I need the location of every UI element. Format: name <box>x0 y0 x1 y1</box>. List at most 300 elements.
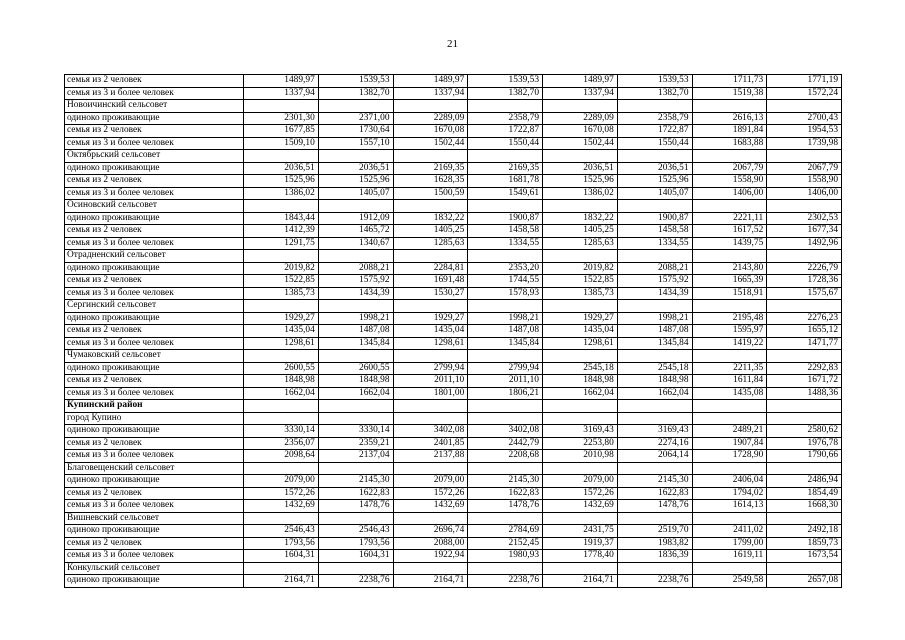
empty-cell <box>617 512 692 525</box>
section-heading: Новоичинский сельсовет <box>65 100 244 113</box>
section-row <box>65 200 842 213</box>
value-cell: 1298,61 <box>393 337 468 350</box>
value-cell: 1489,97 <box>543 75 618 88</box>
value-cell: 2545,18 <box>617 362 692 375</box>
value-cell: 3402,08 <box>468 425 543 438</box>
value-cell: 1793,56 <box>318 537 393 550</box>
value-cell: 1558,90 <box>767 175 842 188</box>
table-row <box>65 225 842 238</box>
row-label: семья из 2 человек <box>65 125 244 138</box>
row-label: семья из 3 и более человек <box>65 450 244 463</box>
empty-cell <box>244 562 319 575</box>
value-cell: 1730,64 <box>318 125 393 138</box>
value-cell: 2164,71 <box>393 575 468 588</box>
value-cell: 2221,11 <box>692 212 767 225</box>
value-cell: 1385,73 <box>244 287 319 300</box>
table-row <box>65 175 842 188</box>
value-cell: 1345,84 <box>617 337 692 350</box>
table-row <box>65 325 842 338</box>
value-cell: 2145,30 <box>318 475 393 488</box>
row-label: одиноко проживающие <box>65 575 244 588</box>
value-cell: 2274,16 <box>617 437 692 450</box>
value-cell: 1677,85 <box>244 125 319 138</box>
value-cell: 2137,04 <box>318 450 393 463</box>
row-label: семья из 2 человек <box>65 437 244 450</box>
value-cell: 1572,26 <box>393 487 468 500</box>
row-label: одиноко проживающие <box>65 362 244 375</box>
value-cell: 1432,69 <box>393 500 468 513</box>
value-cell: 2302,53 <box>767 212 842 225</box>
value-cell: 2064,14 <box>617 450 692 463</box>
value-cell: 1595,97 <box>692 325 767 338</box>
value-cell: 2088,21 <box>617 262 692 275</box>
value-cell: 2700,43 <box>767 112 842 125</box>
value-cell: 1843,44 <box>244 212 319 225</box>
value-cell: 1799,00 <box>692 537 767 550</box>
value-cell: 1489,97 <box>393 75 468 88</box>
value-cell: 2152,45 <box>468 537 543 550</box>
empty-cell <box>543 412 618 425</box>
value-cell: 1435,04 <box>543 325 618 338</box>
value-cell: 1382,70 <box>318 87 393 100</box>
table-row <box>65 437 842 450</box>
value-cell: 1859,73 <box>767 537 842 550</box>
value-cell: 1405,25 <box>543 225 618 238</box>
empty-cell <box>393 150 468 163</box>
value-cell: 1854,49 <box>767 487 842 500</box>
value-cell: 1617,52 <box>692 225 767 238</box>
value-cell: 1412,39 <box>244 225 319 238</box>
empty-cell <box>617 250 692 263</box>
value-cell: 2546,43 <box>244 525 319 538</box>
empty-cell <box>468 250 543 263</box>
value-cell: 2164,71 <box>244 575 319 588</box>
empty-cell <box>468 562 543 575</box>
table-row <box>65 125 842 138</box>
table-row <box>65 425 842 438</box>
value-cell: 1458,58 <box>617 225 692 238</box>
row-label: семья из 2 человек <box>65 225 244 238</box>
empty-cell <box>617 300 692 313</box>
value-cell: 1487,08 <box>617 325 692 338</box>
value-cell: 1662,04 <box>617 387 692 400</box>
row-label: семья из 3 и более человек <box>65 337 244 350</box>
value-cell: 1382,70 <box>468 87 543 100</box>
value-cell: 1575,92 <box>318 275 393 288</box>
value-cell: 1662,04 <box>318 387 393 400</box>
value-cell: 2600,55 <box>318 362 393 375</box>
value-cell: 2359,21 <box>318 437 393 450</box>
empty-cell <box>767 100 842 113</box>
empty-cell <box>318 400 393 413</box>
row-label: одиноко проживающие <box>65 525 244 538</box>
value-cell: 1998,21 <box>617 312 692 325</box>
section-row <box>65 350 842 363</box>
value-cell: 3402,08 <box>393 425 468 438</box>
row-label: одиноко проживающие <box>65 425 244 438</box>
value-cell: 1509,10 <box>244 137 319 150</box>
empty-cell <box>617 350 692 363</box>
empty-cell <box>692 400 767 413</box>
value-cell: 2371,00 <box>318 112 393 125</box>
row-label: одиноко проживающие <box>65 112 244 125</box>
empty-cell <box>318 562 393 575</box>
value-cell: 2401,85 <box>393 437 468 450</box>
empty-cell <box>468 400 543 413</box>
empty-cell <box>468 512 543 525</box>
table-row <box>65 75 842 88</box>
value-cell: 1848,98 <box>617 375 692 388</box>
value-cell: 2784,69 <box>468 525 543 538</box>
value-cell: 2238,76 <box>318 575 393 588</box>
value-cell: 1575,67 <box>767 287 842 300</box>
value-cell: 1983,82 <box>617 537 692 550</box>
value-cell: 1578,93 <box>468 287 543 300</box>
value-cell: 2546,43 <box>318 525 393 538</box>
value-cell: 1919,37 <box>543 537 618 550</box>
value-cell: 1790,66 <box>767 450 842 463</box>
value-cell: 1487,08 <box>468 325 543 338</box>
value-cell: 1681,78 <box>468 175 543 188</box>
value-cell: 1519,38 <box>692 87 767 100</box>
value-cell: 2301,30 <box>244 112 319 125</box>
value-cell: 1771,19 <box>767 75 842 88</box>
empty-cell <box>318 350 393 363</box>
value-cell: 1405,07 <box>617 187 692 200</box>
value-cell: 1522,85 <box>543 275 618 288</box>
value-cell: 2079,00 <box>393 475 468 488</box>
value-cell: 2067,79 <box>692 162 767 175</box>
value-cell: 2011,10 <box>393 375 468 388</box>
empty-cell <box>318 412 393 425</box>
value-cell: 2489,21 <box>692 425 767 438</box>
value-cell: 1622,83 <box>617 487 692 500</box>
value-cell: 1691,48 <box>393 275 468 288</box>
empty-cell <box>468 100 543 113</box>
section-heading: Чумаковский сельсовет <box>65 350 244 363</box>
value-cell: 1539,53 <box>617 75 692 88</box>
empty-cell <box>692 412 767 425</box>
empty-cell <box>393 300 468 313</box>
value-cell: 1549,61 <box>468 187 543 200</box>
row-label: семья из 2 человек <box>65 325 244 338</box>
value-cell: 1434,39 <box>617 287 692 300</box>
value-cell: 1340,67 <box>318 237 393 250</box>
value-cell: 1832,22 <box>393 212 468 225</box>
value-cell: 1604,31 <box>318 550 393 563</box>
empty-cell <box>692 462 767 475</box>
empty-cell <box>244 300 319 313</box>
value-cell: 2169,35 <box>393 162 468 175</box>
value-cell: 1557,10 <box>318 137 393 150</box>
row-label: семья из 3 и более человек <box>65 187 244 200</box>
empty-cell <box>318 200 393 213</box>
value-cell: 2616,13 <box>692 112 767 125</box>
empty-cell <box>543 400 618 413</box>
row-label: семья из 3 и более человек <box>65 137 244 150</box>
value-cell: 1285,63 <box>393 237 468 250</box>
section-heading: Отрадненский сельсовет <box>65 250 244 263</box>
value-cell: 1801,00 <box>393 387 468 400</box>
table-row <box>65 137 842 150</box>
value-cell: 1711,73 <box>692 75 767 88</box>
tariff-table <box>64 74 842 588</box>
value-cell: 1929,27 <box>393 312 468 325</box>
value-cell: 2276,23 <box>767 312 842 325</box>
empty-cell <box>617 562 692 575</box>
value-cell: 1794,02 <box>692 487 767 500</box>
value-cell: 1832,22 <box>543 212 618 225</box>
value-cell: 1525,96 <box>543 175 618 188</box>
value-cell: 1722,87 <box>468 125 543 138</box>
table-row <box>65 487 842 500</box>
section-row <box>65 512 842 525</box>
value-cell: 1778,40 <box>543 550 618 563</box>
value-cell: 1435,08 <box>692 387 767 400</box>
empty-cell <box>393 512 468 525</box>
empty-cell <box>767 512 842 525</box>
value-cell: 1432,69 <box>244 500 319 513</box>
value-cell: 2143,80 <box>692 262 767 275</box>
value-cell: 1668,30 <box>767 500 842 513</box>
value-cell: 2358,79 <box>468 112 543 125</box>
value-cell: 1665,39 <box>692 275 767 288</box>
value-cell: 2545,18 <box>543 362 618 375</box>
value-cell: 1611,84 <box>692 375 767 388</box>
value-cell: 1432,69 <box>543 500 618 513</box>
value-cell: 2442,79 <box>468 437 543 450</box>
value-cell: 1419,22 <box>692 337 767 350</box>
table-row <box>65 337 842 350</box>
table-row <box>65 275 842 288</box>
value-cell: 1912,09 <box>318 212 393 225</box>
empty-cell <box>244 350 319 363</box>
value-cell: 2098,64 <box>244 450 319 463</box>
empty-cell <box>767 250 842 263</box>
value-cell: 2353,20 <box>468 262 543 275</box>
value-cell: 1619,11 <box>692 550 767 563</box>
value-cell: 1525,96 <box>318 175 393 188</box>
value-cell: 1929,27 <box>543 312 618 325</box>
value-cell: 2289,09 <box>543 112 618 125</box>
empty-cell <box>692 562 767 575</box>
value-cell: 1337,94 <box>543 87 618 100</box>
value-cell: 1976,78 <box>767 437 842 450</box>
table-row <box>65 537 842 550</box>
value-cell: 1848,98 <box>244 375 319 388</box>
value-cell: 1285,63 <box>543 237 618 250</box>
section-row <box>65 150 842 163</box>
value-cell: 1345,84 <box>468 337 543 350</box>
value-cell: 1478,76 <box>468 500 543 513</box>
table-row <box>65 112 842 125</box>
value-cell: 1386,02 <box>543 187 618 200</box>
value-cell: 2088,21 <box>318 262 393 275</box>
empty-cell <box>318 300 393 313</box>
empty-cell <box>318 250 393 263</box>
value-cell: 1525,96 <box>244 175 319 188</box>
empty-cell <box>318 462 393 475</box>
value-cell: 2036,51 <box>318 162 393 175</box>
value-cell: 1550,44 <box>468 137 543 150</box>
table-row <box>65 375 842 388</box>
value-cell: 1572,26 <box>244 487 319 500</box>
value-cell: 1628,35 <box>393 175 468 188</box>
value-cell: 1614,13 <box>692 500 767 513</box>
value-cell: 1998,21 <box>468 312 543 325</box>
value-cell: 2799,94 <box>468 362 543 375</box>
value-cell: 1298,61 <box>244 337 319 350</box>
section-heading: Благовещенский сельсовет <box>65 462 244 475</box>
value-cell: 1572,26 <box>543 487 618 500</box>
value-cell: 2019,82 <box>543 262 618 275</box>
empty-cell <box>244 512 319 525</box>
section-row <box>65 562 842 575</box>
row-label: семья из 3 и более человек <box>65 87 244 100</box>
value-cell: 2492,18 <box>767 525 842 538</box>
value-cell: 1980,93 <box>468 550 543 563</box>
value-cell: 1405,25 <box>393 225 468 238</box>
value-cell: 1334,55 <box>617 237 692 250</box>
table-row <box>65 525 842 538</box>
value-cell: 1900,87 <box>617 212 692 225</box>
section-heading: Сергинский сельсовет <box>65 300 244 313</box>
empty-cell <box>393 400 468 413</box>
empty-cell <box>543 350 618 363</box>
empty-cell <box>543 100 618 113</box>
row-label: семья из 3 и более человек <box>65 387 244 400</box>
empty-cell <box>468 300 543 313</box>
empty-cell <box>393 200 468 213</box>
table-row <box>65 212 842 225</box>
value-cell: 1337,94 <box>393 87 468 100</box>
value-cell: 1907,84 <box>692 437 767 450</box>
row-label: одиноко проживающие <box>65 212 244 225</box>
page-number: 21 <box>447 38 458 50</box>
value-cell: 1662,04 <box>543 387 618 400</box>
value-cell: 2238,76 <box>468 575 543 588</box>
table-row <box>65 162 842 175</box>
value-cell: 1518,91 <box>692 287 767 300</box>
section-heading: Осиновский сельсовет <box>65 200 244 213</box>
value-cell: 2406,04 <box>692 475 767 488</box>
empty-cell <box>543 200 618 213</box>
row-label: семья из 3 и более человек <box>65 550 244 563</box>
value-cell: 2253,80 <box>543 437 618 450</box>
value-cell: 1604,31 <box>244 550 319 563</box>
value-cell: 1728,36 <box>767 275 842 288</box>
empty-cell <box>692 350 767 363</box>
empty-cell <box>692 200 767 213</box>
table-row <box>65 262 842 275</box>
empty-cell <box>318 150 393 163</box>
value-cell: 2486,94 <box>767 475 842 488</box>
value-cell: 2226,79 <box>767 262 842 275</box>
value-cell: 2600,55 <box>244 362 319 375</box>
empty-cell <box>767 150 842 163</box>
empty-cell <box>543 512 618 525</box>
empty-cell <box>692 300 767 313</box>
value-cell: 2137,88 <box>393 450 468 463</box>
table-row <box>65 575 842 588</box>
value-cell: 2431,75 <box>543 525 618 538</box>
empty-cell <box>692 100 767 113</box>
empty-cell <box>767 462 842 475</box>
value-cell: 1502,44 <box>543 137 618 150</box>
empty-cell <box>393 100 468 113</box>
value-cell: 1489,97 <box>244 75 319 88</box>
value-cell: 2079,00 <box>244 475 319 488</box>
empty-cell <box>244 200 319 213</box>
value-cell: 2011,10 <box>468 375 543 388</box>
value-cell: 1622,83 <box>318 487 393 500</box>
empty-cell <box>767 350 842 363</box>
value-cell: 2238,76 <box>617 575 692 588</box>
table-row <box>65 550 842 563</box>
value-cell: 2519,70 <box>617 525 692 538</box>
empty-cell <box>244 100 319 113</box>
empty-cell <box>543 462 618 475</box>
value-cell: 1478,76 <box>318 500 393 513</box>
value-cell: 1298,61 <box>543 337 618 350</box>
value-cell: 1406,00 <box>767 187 842 200</box>
district-heading: Купинский район <box>65 400 244 413</box>
empty-cell <box>543 562 618 575</box>
empty-cell <box>393 350 468 363</box>
value-cell: 1848,98 <box>543 375 618 388</box>
value-cell: 1434,39 <box>318 287 393 300</box>
value-cell: 2036,51 <box>617 162 692 175</box>
empty-cell <box>767 300 842 313</box>
value-cell: 2799,94 <box>393 362 468 375</box>
value-cell: 1522,85 <box>244 275 319 288</box>
empty-cell <box>244 250 319 263</box>
empty-cell <box>767 200 842 213</box>
value-cell: 2195,48 <box>692 312 767 325</box>
row-label: одиноко проживающие <box>65 312 244 325</box>
value-cell: 3330,14 <box>244 425 319 438</box>
empty-cell <box>617 462 692 475</box>
value-cell: 1558,90 <box>692 175 767 188</box>
table-row <box>65 87 842 100</box>
value-cell: 2088,00 <box>393 537 468 550</box>
empty-cell <box>318 512 393 525</box>
empty-cell <box>244 150 319 163</box>
value-cell: 1744,55 <box>468 275 543 288</box>
value-cell: 1487,08 <box>318 325 393 338</box>
section-row <box>65 100 842 113</box>
value-cell: 1471,77 <box>767 337 842 350</box>
value-cell: 2549,58 <box>692 575 767 588</box>
value-cell: 2356,07 <box>244 437 319 450</box>
value-cell: 1502,44 <box>393 137 468 150</box>
empty-cell <box>692 512 767 525</box>
value-cell: 1291,75 <box>244 237 319 250</box>
row-label: одиноко проживающие <box>65 162 244 175</box>
value-cell: 1345,84 <box>318 337 393 350</box>
value-cell: 2067,79 <box>767 162 842 175</box>
value-cell: 1492,96 <box>767 237 842 250</box>
value-cell: 1673,54 <box>767 550 842 563</box>
section-heading: Октябрьский сельсовет <box>65 150 244 163</box>
table-row <box>65 500 842 513</box>
empty-cell <box>244 462 319 475</box>
value-cell: 1435,04 <box>244 325 319 338</box>
row-label: семья из 3 и более человек <box>65 287 244 300</box>
value-cell: 1382,70 <box>617 87 692 100</box>
row-label: семья из 3 и более человек <box>65 237 244 250</box>
value-cell: 2036,51 <box>543 162 618 175</box>
